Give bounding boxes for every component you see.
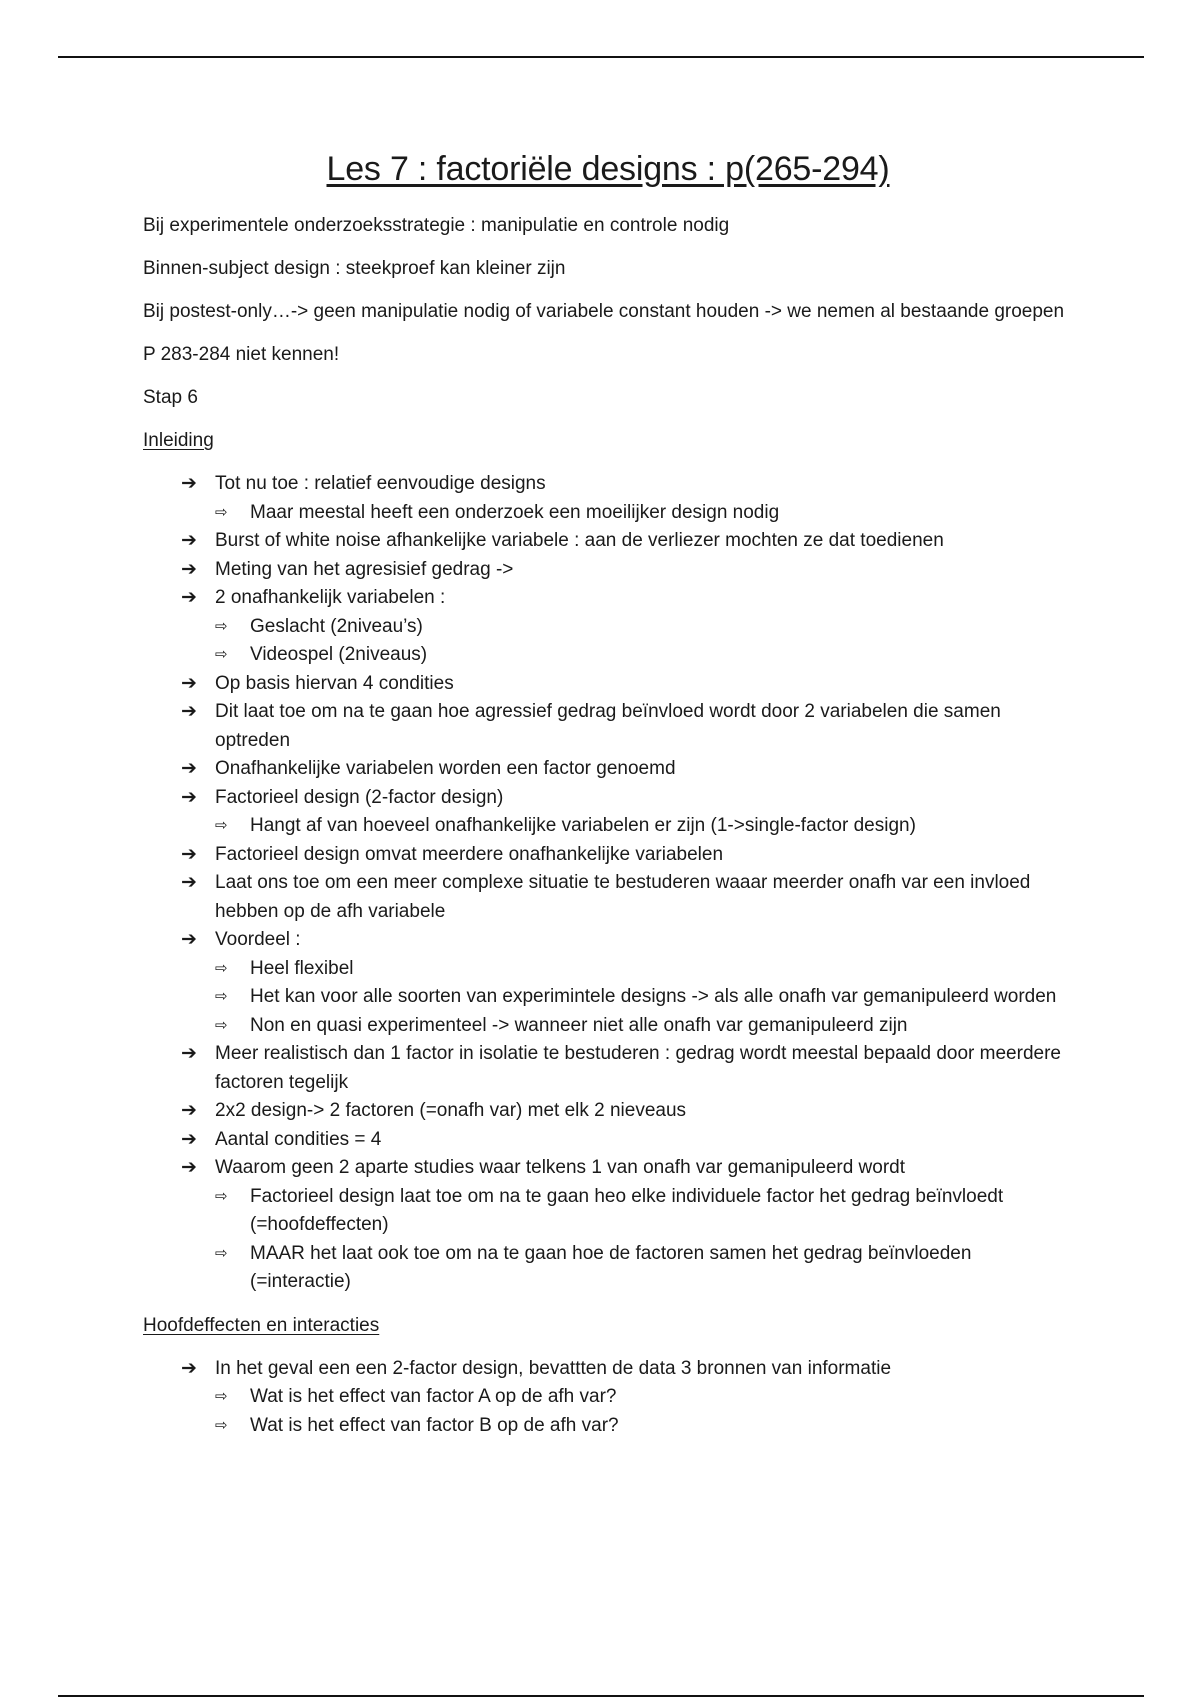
sub-list-item	[215, 983, 1073, 1012]
sub-list-item-text: Het kan voor alle soorten van experimintele designs -> als alle onafh var gemanipuleerd worden	[250, 986, 1057, 1007]
list-item	[143, 926, 1073, 1040]
intro-paragraph: Stap 6	[143, 387, 198, 408]
arrow-bullet-icon: ➔	[181, 530, 197, 551]
list-item-text: Factorieel design (2-factor design)	[215, 786, 504, 808]
sub-list-item	[215, 1412, 1073, 1441]
document-page	[143, 150, 1073, 1454]
hollow-arrow-bullet-icon: ⇨	[215, 1244, 228, 1262]
hollow-arrow-bullet-icon: ⇨	[215, 1016, 228, 1034]
hollow-arrow-bullet-icon: ⇨	[215, 817, 228, 834]
sub-list-item	[215, 1183, 1073, 1240]
section-heading: Hoofdeffecten en interacties	[143, 1314, 380, 1336]
list-item-text: In het geval een een 2-factor design, bevattten de data 3 bronnen van informatie	[215, 1357, 892, 1379]
list-item	[143, 1126, 1073, 1155]
arrow-bullet-icon: ➔	[181, 843, 197, 865]
sub-list-item-text: Non en quasi experimenteel -> wanneer niet alle onafh var gemanipuleerd zijn	[250, 1014, 908, 1036]
sub-list-item	[215, 641, 1073, 670]
sub-list-item	[215, 812, 1073, 841]
document-title: Les 7 : factoriële designs : p(265-294)	[326, 150, 890, 188]
hollow-arrow-bullet-icon: ⇨	[215, 988, 228, 1005]
list-item	[143, 1154, 1073, 1297]
arrow-bullet-icon: ➔	[181, 672, 197, 694]
sub-bullet-list	[215, 955, 1073, 1041]
arrow-bullet-icon: ➔	[181, 587, 197, 608]
list-item-text: Voordeel :	[215, 929, 301, 950]
sub-list-item	[215, 955, 1073, 984]
bullet-list	[143, 470, 1073, 1297]
intro-paragraph: P 283-284 niet kennen!	[143, 344, 340, 365]
hollow-arrow-bullet-icon: ⇨	[215, 617, 228, 635]
list-item	[143, 1040, 1073, 1097]
sub-list-item-text: Wat is het effect van factor A op de afh var?	[250, 1386, 617, 1407]
list-item-text: 2x2 design-> 2 factoren (=onafh var) met elk 2 nieveaus	[215, 1100, 687, 1121]
hollow-arrow-bullet-icon: ⇨	[215, 503, 228, 521]
sub-list-item-text: Videospel (2niveaus)	[250, 644, 428, 665]
header-rule	[58, 56, 1144, 58]
sub-list-item	[215, 1383, 1073, 1412]
arrow-bullet-icon: ➔	[181, 1100, 197, 1121]
hollow-arrow-bullet-icon: ⇨	[215, 1416, 228, 1434]
list-item	[143, 527, 1073, 556]
list-item	[143, 869, 1073, 926]
list-item	[143, 1355, 1073, 1441]
sub-list-item-text: Hangt af van hoeveel onafhankelijke variabelen er zijn (1->single-factor design)	[250, 815, 916, 836]
arrow-bullet-icon: ➔	[181, 473, 197, 494]
sub-list-item-text: Wat is het effect van factor B op de afh var?	[250, 1414, 619, 1436]
section-heading: Inleiding	[143, 430, 214, 451]
arrow-bullet-icon: ➔	[181, 701, 197, 722]
list-item-text: Dit laat toe om na te gaan hoe agressief gedrag beïnvloed wordt door 2 variabelen die samen optreden	[215, 701, 1001, 751]
arrow-bullet-icon: ➔	[181, 1043, 197, 1064]
list-item-text: Meer realistisch dan 1 factor in isolatie te bestuderen : gedrag wordt meestal bepaald door meerdere factoren tegelijk	[215, 1043, 1061, 1093]
sub-list-item-text: Factorieel design laat toe om na te gaan heo elke individuele factor het gedrag beïnvloedt (=hoofdeffecten)	[250, 1185, 1004, 1235]
sub-bullet-list	[215, 613, 1073, 670]
list-item	[143, 698, 1073, 755]
sub-bullet-list	[215, 812, 1073, 841]
footer-rule	[58, 1695, 1144, 1697]
list-item	[143, 755, 1073, 784]
arrow-bullet-icon: ➔	[181, 758, 197, 779]
sub-list-item-text: Maar meestal heeft een onderzoek een moeilijker design nodig	[250, 501, 780, 523]
hollow-arrow-bullet-icon: ⇨	[215, 1388, 228, 1405]
hollow-arrow-bullet-icon: ⇨	[215, 646, 228, 663]
list-item-text: Op basis hiervan 4 condities	[215, 672, 454, 694]
arrow-bullet-icon: ➔	[181, 786, 197, 808]
list-item-text: Meting van het agresisief gedrag ->	[215, 558, 514, 580]
list-item-text: Factorieel design omvat meerdere onafhankelijke variabelen	[215, 843, 724, 865]
sub-list-item	[215, 613, 1073, 642]
list-item-text: Burst of white noise afhankelijke variabele : aan de verliezer mochten ze dat toedienen	[215, 530, 944, 551]
sub-list-item-text: Geslacht (2niveau’s)	[250, 615, 423, 637]
list-item	[143, 841, 1073, 870]
sub-list-item-text: MAAR het laat ook toe om na te gaan hoe de factoren samen het gedrag beïnvloeden (=interactie)	[250, 1242, 972, 1292]
sub-bullet-list	[215, 1183, 1073, 1297]
list-item	[143, 784, 1073, 841]
list-item	[143, 556, 1073, 585]
sub-list-item	[215, 499, 1073, 528]
sub-list-item-text: Heel flexibel	[250, 957, 354, 979]
arrow-bullet-icon: ➔	[181, 1157, 197, 1178]
intro-paragraph: Bij postest-only…-> geen manipulatie nodig of variabele constant houden -> we nemen al bestaande groepen	[143, 301, 1065, 322]
list-item	[143, 584, 1073, 670]
sub-bullet-list	[215, 499, 1073, 528]
list-item	[143, 470, 1073, 527]
sub-bullet-list	[215, 1383, 1073, 1440]
intro-paragraph: Bij experimentele onderzoeksstrategie : manipulatie en controle nodig	[143, 215, 730, 236]
arrow-bullet-icon: ➔	[181, 1128, 197, 1150]
list-item-text: 2 onafhankelijk variabelen :	[215, 587, 446, 608]
hollow-arrow-bullet-icon: ⇨	[215, 959, 228, 977]
bullet-list	[143, 1355, 1073, 1441]
arrow-bullet-icon: ➔	[181, 558, 197, 580]
arrow-bullet-icon: ➔	[181, 929, 197, 950]
hollow-arrow-bullet-icon: ⇨	[215, 1187, 228, 1205]
sub-list-item	[215, 1240, 1073, 1297]
intro-paragraph: Binnen-subject design : steekproef kan kleiner zijn	[143, 258, 566, 279]
list-item	[143, 1097, 1073, 1126]
arrow-bullet-icon: ➔	[181, 872, 197, 893]
list-item-text: Onafhankelijke variabelen worden een factor genoemd	[215, 758, 676, 779]
sections-container	[143, 426, 1073, 1440]
list-item	[143, 670, 1073, 699]
sub-list-item	[215, 1012, 1073, 1041]
list-item-text: Tot nu toe : relatief eenvoudige designs	[215, 473, 546, 494]
list-item-text: Waarom geen 2 aparte studies waar telkens 1 van onafh var gemanipuleerd wordt	[215, 1157, 906, 1178]
arrow-bullet-icon: ➔	[181, 1357, 197, 1379]
list-item-text: Laat ons toe om een meer complexe situatie te bestuderen waaar meerder onafh var een invloed hebben op de afh variabele	[215, 872, 1031, 922]
list-item-text: Aantal condities = 4	[215, 1128, 382, 1150]
